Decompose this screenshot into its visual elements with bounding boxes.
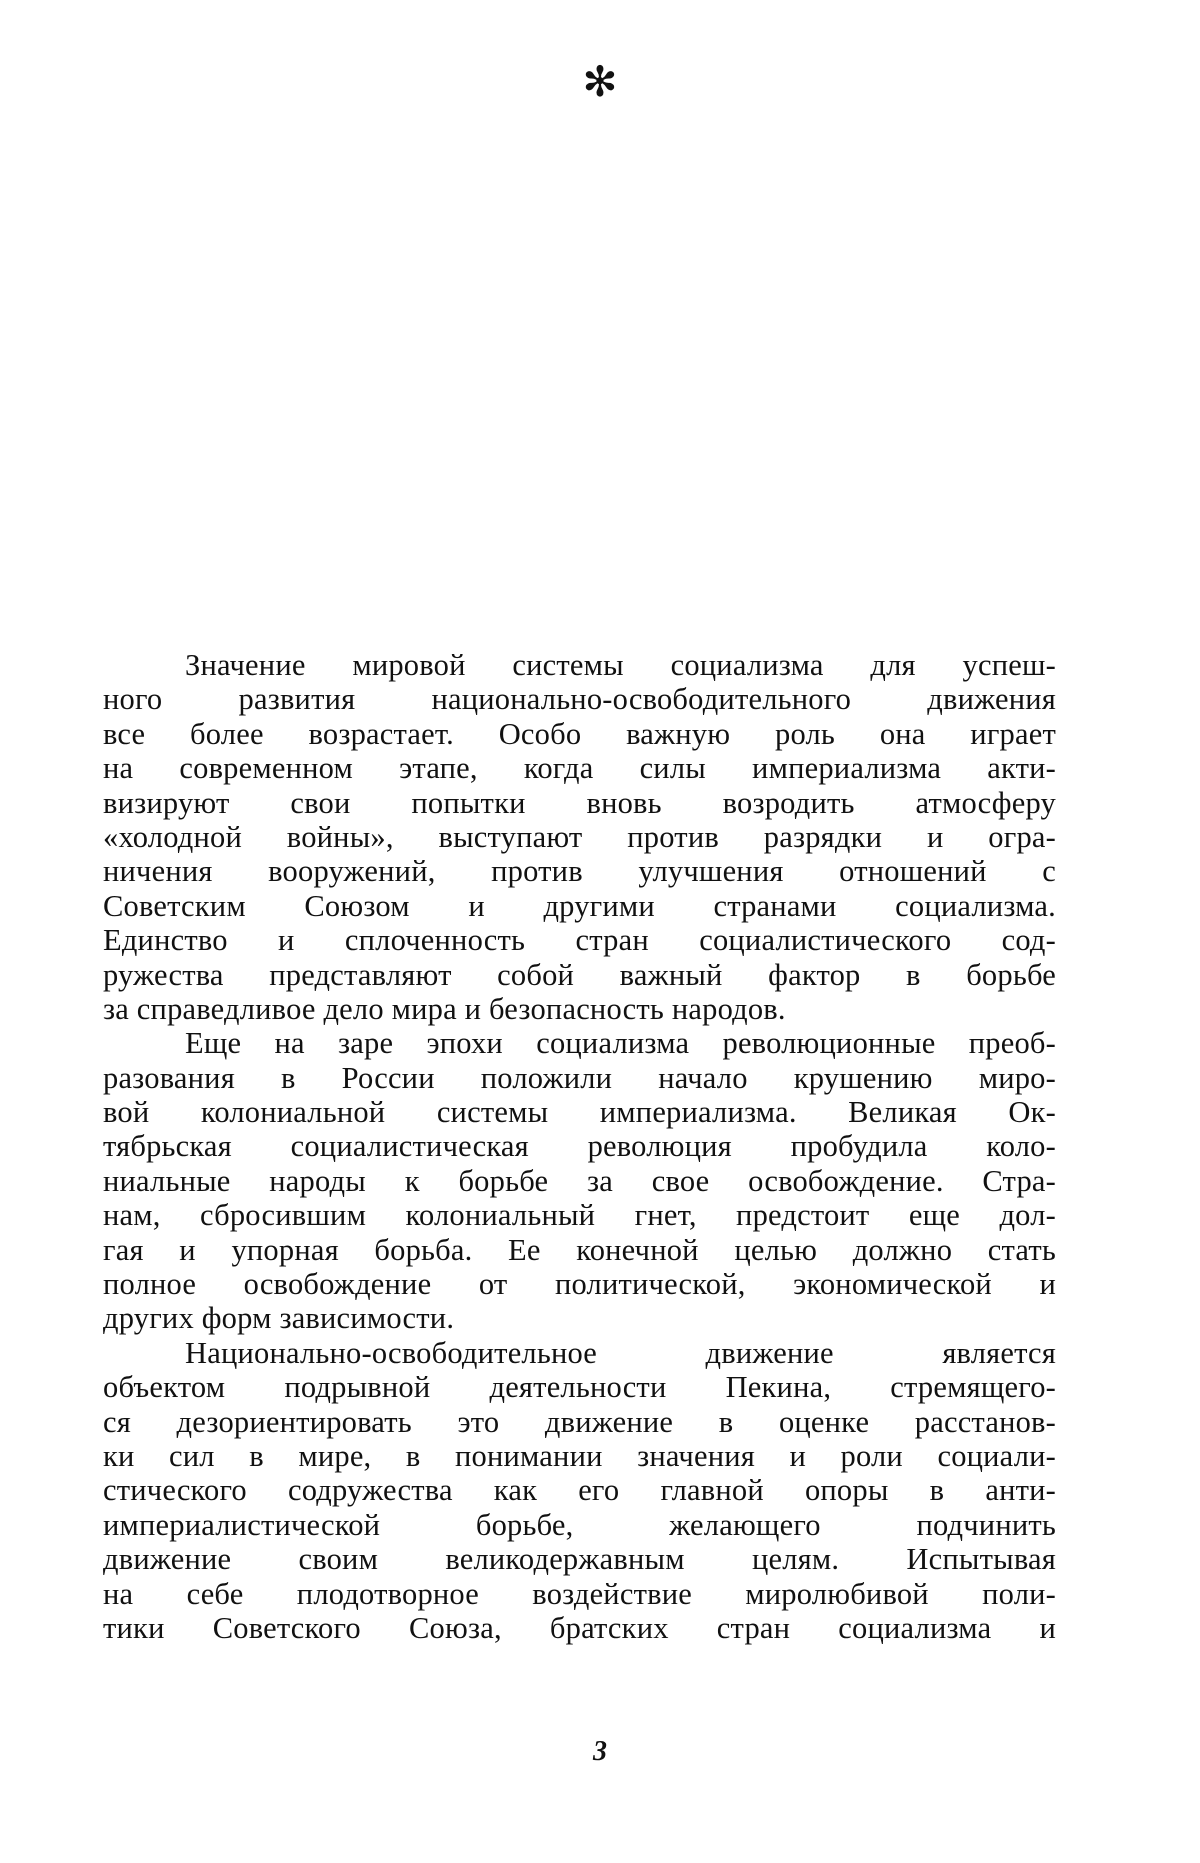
- text-line: тябрьская социалистическая революция пробудила коло-: [103, 1129, 1056, 1164]
- text-line: гая и упорная борьба. Ее конечной целью должно стать: [103, 1232, 1056, 1267]
- text-line: разования в России положили начало крушению миро-: [103, 1060, 1056, 1095]
- text-line: Национально-освободительное движение является: [185, 1335, 1056, 1370]
- text-line: ниальные народы к борьбе за свое освобождение. Стра-: [103, 1163, 1056, 1198]
- text-line: на себе плодотворное воздействие миролюбивой поли-: [103, 1576, 1056, 1611]
- text-line: ного развития национально-освободительного движения: [103, 682, 1056, 717]
- text-line: стического содружества как его главной опоры в анти-: [103, 1473, 1056, 1508]
- text-line: тики Советского Союза, братских стран социализма и: [103, 1610, 1056, 1645]
- text-line: нам, сбросившим колониальный гнет, предстоит еще дол-: [103, 1198, 1056, 1233]
- text-line: ся дезориентировать это движение в оценке расстанов-: [103, 1404, 1056, 1439]
- paragraph: [103, 1026, 1056, 1336]
- text-line: ничения вооружений, против улучшения отношений с: [103, 854, 1056, 889]
- text-line: все более возрастает. Особо важную роль она играет: [103, 716, 1056, 751]
- text-line: империалистической борьбе, желающего подчинить: [103, 1507, 1056, 1542]
- text-line: на современном этапе, когда силы империализма акти-: [103, 751, 1056, 786]
- paragraph: [103, 648, 1056, 1026]
- text-line: визируют свои попытки вновь возродить атмосферу: [103, 785, 1056, 820]
- text-line: Единство и сплоченность стран социалистического сод-: [103, 923, 1056, 958]
- text-line: вой колониальной системы империализма. Великая Ок-: [103, 1095, 1056, 1130]
- paragraph: [103, 1336, 1056, 1646]
- text-line: полное освобождение от политической, экономической и: [103, 1267, 1056, 1302]
- text-line: объектом подрывной деятельности Пекина, стремящего-: [103, 1370, 1056, 1405]
- text-line: Еще на заре эпохи социализма революционные преоб-: [185, 1026, 1056, 1061]
- text-line: «холодной войны», выступают против разрядки и огра-: [103, 819, 1056, 854]
- text-line: Советским Союзом и другими странами социализма.: [103, 888, 1056, 923]
- text-line: других форм зависимости.: [103, 1301, 455, 1336]
- body-text: [103, 648, 1056, 1645]
- text-line: Значение мировой системы социализма для успеш-: [185, 648, 1056, 682]
- page-number: 3: [593, 1736, 607, 1767]
- text-line: ки сил в мире, в понимании значения и роли социали-: [103, 1438, 1056, 1473]
- text-line: ружества представляют собой важный фактор в борьбе: [103, 957, 1056, 992]
- text-line: за справедливое дело мира и безопасность народов.: [103, 991, 786, 1026]
- text-line: движение своим великодержавным целям. Испытывая: [103, 1542, 1056, 1577]
- ornament-star-icon: ✻: [582, 60, 618, 106]
